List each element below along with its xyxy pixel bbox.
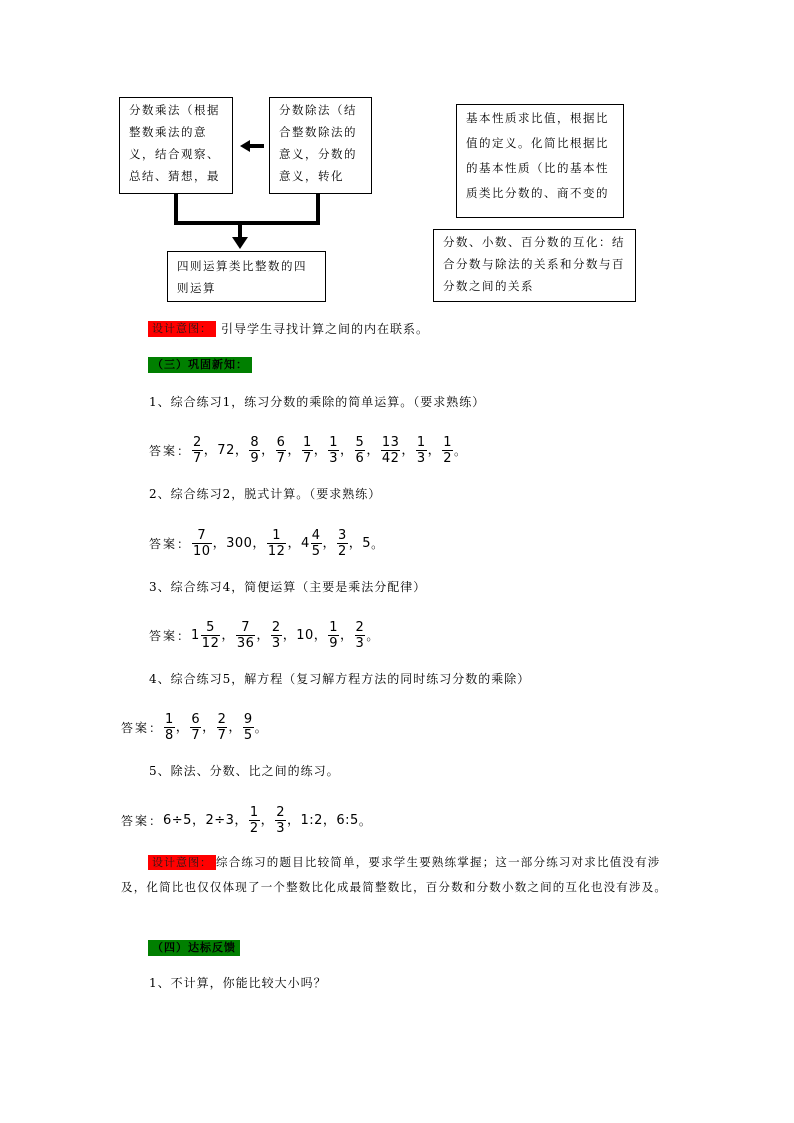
exercise-4-answer-label: 答案：	[121, 720, 164, 735]
answer-separator: ，72，	[203, 442, 249, 458]
exercise-1-items	[191, 435, 454, 466]
answer-separator: 6÷5，2÷3，	[163, 812, 248, 828]
exercise-1-answer-label: 答案：	[149, 443, 192, 458]
exercise-3-title: 3、综合练习4，简便运算（主要是乘法分配律）	[149, 580, 427, 594]
answer-separator: ，5	[348, 535, 372, 551]
arrow-down-icon	[232, 237, 248, 249]
answer-separator: ，	[175, 719, 190, 735]
box-four-operations	[167, 251, 326, 302]
fraction-numerator: 2	[271, 619, 281, 635]
answer-separator: ，	[256, 627, 270, 643]
fraction	[217, 712, 228, 743]
fraction	[249, 435, 260, 466]
answer-separator: ，	[401, 442, 415, 458]
exercise-3-answer	[149, 616, 379, 654]
fraction-denominator: 3	[329, 450, 339, 466]
answer-separator: 1	[191, 627, 200, 643]
answer-separator: ，1:2，6:5	[286, 812, 359, 828]
fraction-denominator: 3	[355, 635, 365, 651]
fraction-denominator: 9	[250, 450, 260, 466]
exercise-4-answer	[121, 708, 267, 746]
fraction-denominator: 5	[311, 543, 321, 559]
fraction-denominator: 12	[201, 635, 220, 651]
section-4-heading: （四）达标反馈	[148, 940, 240, 956]
fraction	[190, 712, 201, 743]
box-conversion-text: 分数、小数、百分数的互化：结合分数与除法的关系和分数与百分数之间的关系	[443, 235, 625, 293]
fraction-denominator: 2	[443, 450, 452, 466]
fraction	[192, 528, 212, 559]
box-fraction-division-text: 分数除法（结合整数除法的意义，分数的意义，转化	[279, 103, 357, 183]
fraction	[276, 435, 287, 466]
answer-separator: ，	[228, 719, 242, 735]
answer-separator: ，	[260, 812, 275, 828]
fraction-denominator: 12	[267, 543, 286, 559]
fraction-numerator: 5	[206, 619, 215, 635]
question-1: 1、不计算，你能比较大小吗？	[149, 976, 327, 990]
box-conversion	[433, 229, 636, 302]
design-intent-text-1: 引导学生寻找计算之间的内在联系。	[221, 322, 430, 336]
answer-separator: ，4	[287, 535, 310, 551]
exercise-5-end: 。	[358, 813, 372, 828]
fraction	[302, 435, 313, 466]
fraction-denominator: 7	[217, 727, 227, 743]
exercise-2-answer-label: 答案：	[149, 536, 192, 551]
fraction-denominator: 2	[338, 543, 347, 559]
exercise-5-answer	[121, 801, 371, 839]
fraction-denominator: 42	[381, 450, 400, 466]
fraction-numerator: 1	[165, 711, 174, 727]
box-four-operations-text: 四则运算类比整数的四则运算	[177, 259, 307, 295]
arrow-left-icon	[240, 138, 266, 154]
answer-separator: ，	[322, 535, 337, 551]
section-3-heading: （三）巩固新知：	[148, 357, 252, 373]
exercise-5-items	[163, 805, 359, 836]
fraction	[355, 620, 366, 651]
fraction	[249, 805, 260, 836]
box-fraction-division	[269, 97, 372, 194]
fraction	[192, 435, 203, 466]
fraction-numerator: 6	[191, 711, 201, 727]
fraction-denominator: 7	[302, 450, 312, 466]
fraction-numerator: 2	[193, 434, 202, 450]
exercise-4-items	[163, 712, 255, 743]
exercise-1-end: 。	[453, 443, 467, 458]
fraction	[236, 620, 256, 651]
fraction-denominator: 5	[243, 727, 253, 743]
fraction	[267, 528, 287, 559]
fraction-numerator: 1	[302, 434, 312, 450]
fraction	[381, 435, 401, 466]
connector-right	[316, 194, 320, 222]
connector-left	[174, 194, 178, 222]
fraction-numerator: 1	[416, 434, 426, 450]
fraction	[275, 805, 286, 836]
fraction-numerator: 4	[311, 527, 321, 543]
answer-separator: ，	[287, 442, 301, 458]
fraction	[201, 620, 221, 651]
fraction	[243, 712, 254, 743]
exercise-2-end: 。	[371, 536, 384, 551]
fraction-numerator: 1	[329, 434, 339, 450]
design-intent-tag-2: 设计意图：	[148, 855, 216, 870]
box-ratio-text: 基本性质求比值，根据比值的定义。化简比根据比的基本性质（比的基本性质类比分数的、商不变的	[466, 111, 609, 200]
exercise-1-answer	[149, 431, 466, 469]
exercise-2-items	[191, 528, 371, 559]
design-intent-tag-1: 设计意图：	[148, 321, 216, 337]
connector-bottom	[174, 221, 320, 225]
exercise-3-items	[191, 620, 366, 651]
fraction-denominator: 7	[191, 727, 201, 743]
fraction-denominator: 6	[355, 450, 365, 466]
fraction	[328, 620, 339, 651]
answer-separator: ，	[202, 719, 216, 735]
fraction-numerator: 1	[249, 804, 259, 820]
box-ratio	[456, 104, 624, 218]
exercise-2-title: 2、综合练习2，脱式计算。（要求熟练）	[149, 487, 382, 501]
exercise-3-answer-label: 答案：	[149, 628, 192, 643]
fraction-numerator: 1	[329, 619, 339, 635]
fraction-numerator: 13	[381, 434, 400, 450]
fraction-numerator: 5	[355, 434, 365, 450]
fraction-numerator: 7	[241, 619, 251, 635]
fraction	[311, 528, 322, 559]
fraction-numerator: 2	[217, 711, 227, 727]
fraction-denominator: 2	[249, 820, 259, 836]
exercise-5-answer-label: 答案：	[121, 813, 164, 828]
answer-separator: ，	[261, 442, 275, 458]
exercise-4-title: 4、综合练习5，解方程（复习解方程方法的同时练习分数的乘除）	[149, 672, 531, 686]
exercise-1-title: 1、综合练习1，练习分数的乘除的简单运算。（要求熟练）	[149, 395, 486, 409]
fraction	[337, 528, 348, 559]
design-intent-paragraph-2	[121, 850, 679, 900]
fraction-numerator: 1	[272, 527, 282, 543]
box-fraction-multiplication-text: 分数乘法（根据整数乘法的意义，结合观察、总结、猜想，最	[129, 103, 220, 183]
answer-separator: ，	[366, 442, 380, 458]
fraction	[271, 620, 282, 651]
design-intent-text-2: 综合练习的题目比较简单，要求学生要熟练掌握；这一部分练习对求比值没有涉及，化简比也仅仅体现了一个整数比化成最简整数比，百分数和分数小数之间的互化也没有涉及。	[121, 855, 668, 894]
box-fraction-multiplication	[119, 97, 233, 194]
fraction-denominator: 3	[271, 635, 281, 651]
fraction-denominator: 36	[236, 635, 255, 651]
fraction	[416, 435, 427, 466]
answer-separator: ，	[313, 442, 328, 458]
fraction-denominator: 8	[165, 727, 174, 743]
exercise-3-end: 。	[366, 628, 379, 643]
fraction	[355, 435, 366, 466]
fraction-numerator: 9	[243, 711, 253, 727]
fraction-numerator: 3	[338, 527, 347, 543]
answer-separator: ，	[427, 442, 442, 458]
fraction-numerator: 6	[276, 434, 286, 450]
fraction	[442, 435, 453, 466]
fraction	[328, 435, 339, 466]
fraction	[164, 712, 175, 743]
answer-separator: ，300，	[212, 535, 266, 551]
fraction-numerator: 7	[197, 527, 207, 543]
answer-separator: ，	[340, 442, 354, 458]
fraction-denominator: 9	[329, 635, 339, 651]
fraction-denominator: 7	[193, 450, 202, 466]
exercise-5-title: 5、除法、分数、比之间的练习。	[149, 764, 340, 778]
answer-separator: ，10，	[282, 627, 328, 643]
fraction-denominator: 3	[276, 820, 285, 836]
fraction-denominator: 3	[416, 450, 426, 466]
fraction-denominator: 10	[193, 543, 211, 559]
fraction-numerator: 2	[276, 804, 285, 820]
fraction-numerator: 8	[250, 434, 260, 450]
fraction-numerator: 1	[443, 434, 452, 450]
exercise-4-end: 。	[254, 720, 268, 735]
fraction-denominator: 7	[276, 450, 286, 466]
answer-separator: ，	[340, 627, 354, 643]
answer-separator: ，	[221, 627, 235, 643]
fraction-numerator: 2	[355, 619, 365, 635]
exercise-2-answer	[149, 524, 384, 562]
